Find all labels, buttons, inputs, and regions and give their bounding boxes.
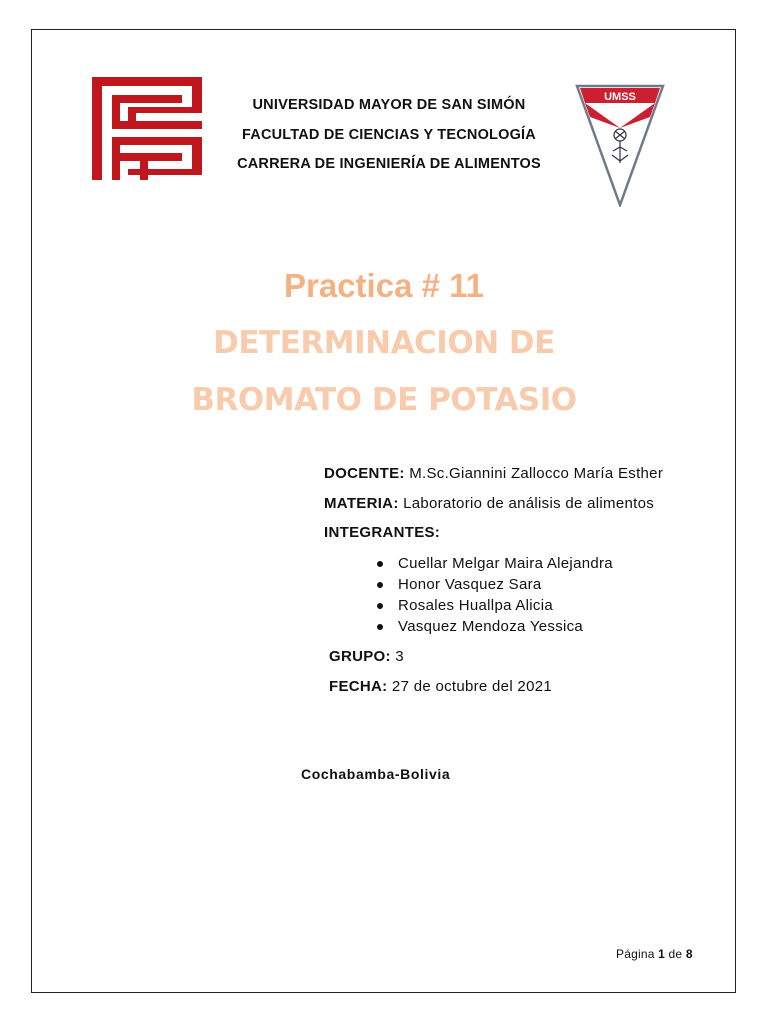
integrantes-row: [324, 524, 440, 541]
list-item: Vasquez Mendoza Yessica: [372, 618, 613, 639]
grupo-row: [329, 648, 404, 665]
fecha-label: FECHA:: [329, 678, 388, 695]
materia-value: Laboratorio de análisis de alimentos: [398, 495, 655, 512]
university-name: UNIVERSIDAD MAYOR DE SAN SIMÓN: [252, 97, 526, 113]
location: Cochabamba-Bolivia: [301, 766, 451, 782]
list-item: Cuellar Melgar Maira Alejandra: [372, 555, 613, 576]
fecha-value: 27 de octubre del 2021: [387, 678, 552, 695]
docente-row: [324, 465, 663, 482]
umss-logo-text: UMSS: [604, 91, 636, 103]
grupo-label: GRUPO:: [329, 648, 391, 665]
grupo-value: 3: [390, 648, 404, 665]
materia-label: MATERIA:: [324, 495, 399, 512]
fcyt-logo: [92, 77, 202, 180]
integrantes-label: INTEGRANTES:: [324, 524, 441, 541]
bullet-icon: [377, 624, 383, 630]
institution-header: [200, 95, 578, 184]
practice-title: Practica # 11: [284, 267, 484, 304]
bullet-icon: [377, 561, 383, 567]
docente-label: DOCENTE:: [324, 465, 405, 482]
list-item: Honor Vasquez Sara: [372, 576, 613, 597]
list-item: Rosales Huallpa Alicia: [372, 597, 613, 618]
career-name: CARRERA DE INGENIERÍA DE ALIMENTOS: [237, 156, 541, 172]
fecha-row: [329, 678, 552, 695]
materia-row: [324, 495, 654, 512]
topic-title-line-2: BROMATO DE POTASIO: [191, 382, 577, 418]
page-number: Página 1 de 8: [616, 947, 693, 961]
bullet-icon: [377, 582, 383, 588]
bullet-icon: [377, 603, 383, 609]
member-list: [372, 555, 613, 639]
docente-value: M.Sc.Giannini Zallocco María Esther: [404, 465, 664, 482]
faculty-name: FACULTAD DE CIENCIAS Y TECNOLOGÍA: [242, 126, 536, 143]
umss-logo: [575, 83, 665, 207]
topic-title-line-1: DETERMINACION DE: [213, 325, 555, 361]
